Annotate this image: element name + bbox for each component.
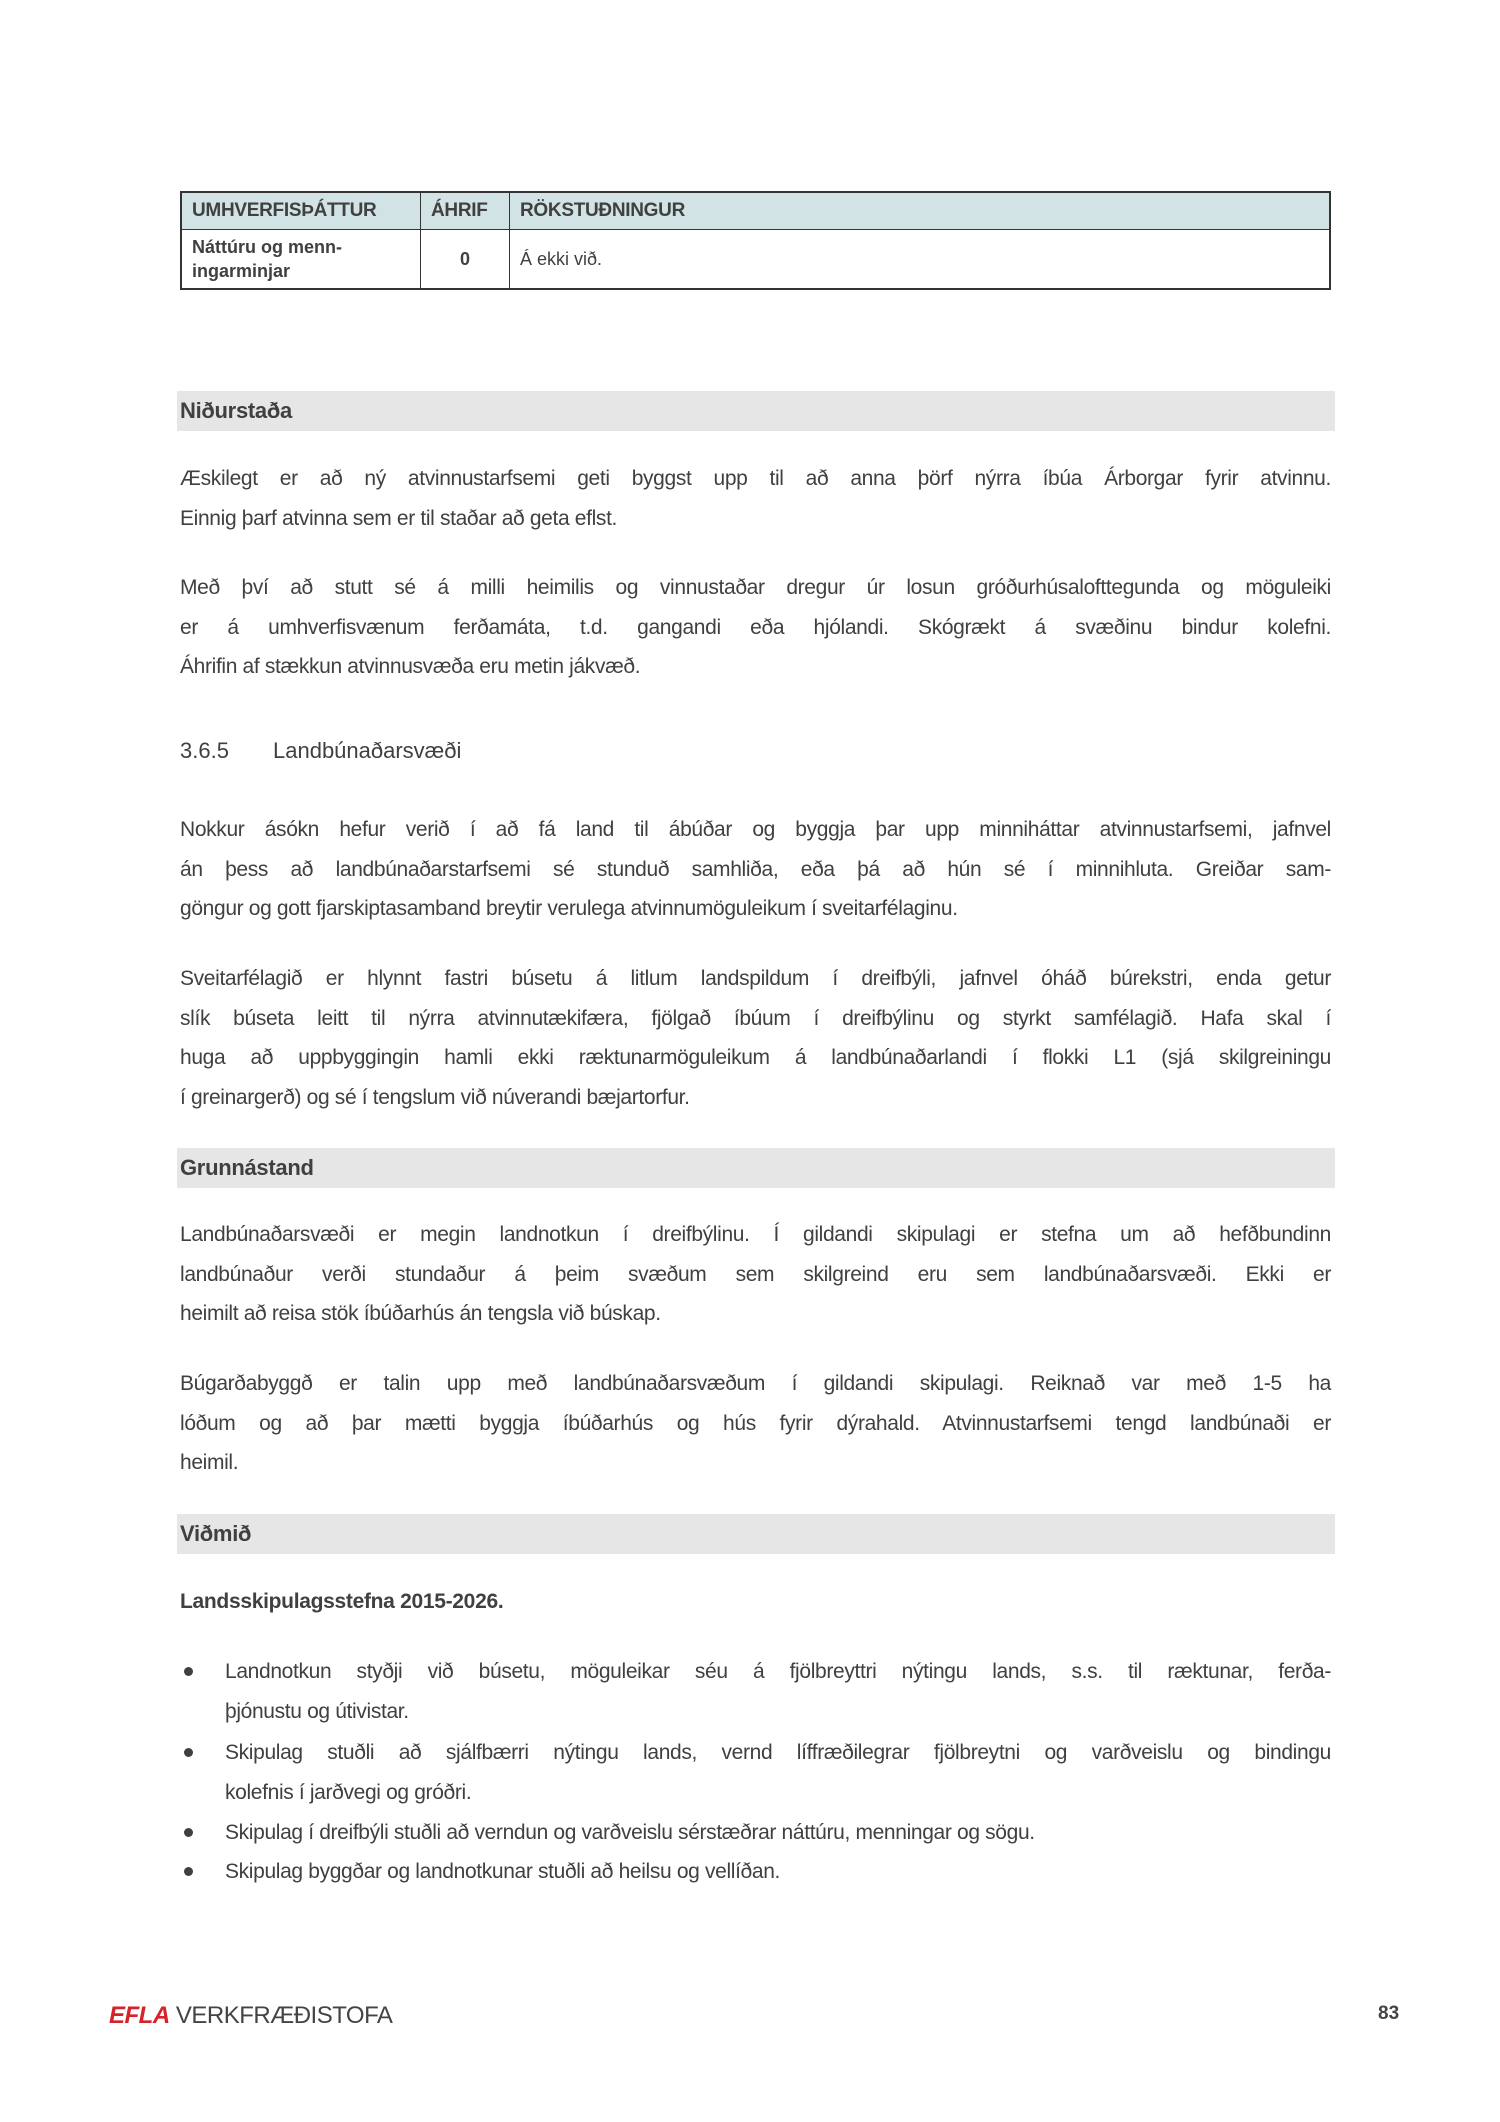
paragraph-line: Æskilegt er að ný atvinnustarfsemi geti byggst upp til að anna þörf nýrra íbúa Árborgar fyrir atvinnu. [180,467,1331,490]
paragraph-line: heimilt að reisa stök íbúðarhús án tengsla við búskap. [180,1302,661,1325]
bullet-icon [184,1867,193,1876]
paragraph-line: göngur og gott fjarskiptasamband breytir verulega atvinnumöguleikum í sveitarfélaginu. [180,897,958,920]
paragraph [180,810,1331,929]
paragraph-line: Landbúnaðarsvæði er megin landnotkun í dreifbýlinu. Í gildandi skipulagi er stefna um að hefðbundinn [180,1223,1331,1246]
bullet-item [180,1652,1331,1731]
factor-line: ingarminjar [192,261,291,281]
paragraph-line: Nokkur ásókn hefur verið í að fá land til ábúðar og byggja þar upp minniháttar atvinnustarfsemi, jafnvel [180,818,1331,841]
subsection-title: Landbúnaðarsvæði [273,738,462,763]
factor-line: Náttúru og menn- [192,237,342,257]
bullet-line: þjónustu og útivistar. [225,1699,409,1723]
section-heading-grunnastand: Grunnástand [177,1148,1335,1188]
bullet-icon [184,1748,193,1757]
paragraph-line: landbúnaður verði stundaður á þeim svæðum sem skilgreind eru sem landbúnaðarsvæði. Ekki er [180,1262,1331,1286]
bullet-line: Skipulag stuðli að sjálfbærri nýtingu lands, vernd líffræðilegrar fjölbreytni og varðveislu og bindingu [225,1741,1331,1764]
bullet-text [225,1813,1331,1853]
section-heading-nidurstada: Niðurstaða [177,391,1335,431]
table-header-row [181,192,1330,230]
bullet-icon [184,1828,193,1837]
reasoning-cell: Á ekki við. [510,230,1331,290]
bullet-text [225,1733,1331,1812]
column-header-factor: UMHVERFISÞÁTTUR [181,192,421,230]
subsection-number: 3.6.5 [180,738,229,763]
bullet-icon [184,1667,193,1676]
bullet-line: Skipulag byggðar og landnotkunar stuðli að heilsu og vellíðan. [225,1860,781,1883]
policy-title: Landsskipulagsstefna 2015-2026. [180,1590,504,1613]
table-row [181,230,1330,290]
paragraph-line: Sveitarfélagið er hlynnt fastri búsetu á litlum landspildum í dreifbýli, jafnvel óháð búrekstri, enda getur [180,967,1331,990]
section-heading-vidmid: Viðmið [177,1514,1335,1554]
page-number: 83 [1378,2003,1400,2024]
paragraph [180,1215,1331,1334]
paragraph-line: er á umhverfisvænum ferðamáta, t.d. gangandi eða hjólandi. Skógrækt á svæðinu bindur kolefni. [180,615,1331,639]
bullet-item [180,1733,1331,1812]
paragraph-line: Áhrifin af stækkun atvinnusvæða eru metin jákvæð. [180,655,641,678]
logo-subtitle: VERKFRÆÐISTOFA [175,2002,393,2029]
impact-cell: 0 [421,230,510,290]
paragraph [180,568,1331,687]
column-header-impact: ÁHRIF [421,192,510,230]
logo-brand: EFLA [109,2002,170,2029]
paragraph-line: án þess að landbúnaðarstarfsemi sé stunduð samhliða, eða þá að hún sé í minnihluta. Greiðar sam- [180,857,1331,881]
bullet-line: Landnotkun styðji við búsetu, möguleikar séu á fjölbreyttri nýtingu lands, s.s. til ræktunar, ferða- [225,1660,1331,1683]
subsection-heading [180,731,461,771]
paragraph [180,459,1331,538]
paragraph-line: Búgarðabyggð er talin upp með landbúnaðarsvæðum í gildandi skipulagi. Reiknað var með 1-5 ha [180,1372,1331,1395]
paragraph-line: slík búseta leitt til nýrra atvinnutækifæra, fjölgað íbúum í dreifbýlinu og styrkt samfélagið. Hafa skal í [180,1006,1331,1030]
paragraph-line: lóðum og að þar mætti byggja íbúðarhús og hús fyrir dýrahald. Atvinnustarfsemi tengd landbúnaði er [180,1411,1331,1435]
bullet-item [180,1852,1331,1892]
factor-cell [181,230,421,290]
paragraph [180,1364,1331,1483]
bullet-line: Skipulag í dreifbýli stuðli að verndun og varðveislu sérstæðrar náttúru, menningar og sögu. [225,1821,1035,1844]
paragraph-line: Með því að stutt sé á milli heimilis og vinnustaðar dregur úr losun gróðurhúsalofttegunda og möguleiki [180,576,1331,599]
paragraph-line: heimil. [180,1451,239,1474]
paragraph-line: huga að uppbyggingin hamli ekki ræktunarmöguleikum á landbúnaðarlandi í flokki L1 (sjá skilgreiningu [180,1046,1331,1069]
paragraph-line: Einnig þarf atvinna sem er til staðar að geta eflst. [180,506,618,530]
paragraph [180,959,1331,1117]
bullet-text [225,1652,1331,1731]
bullet-line: kolefnis í jarðvegi og gróðri. [225,1780,472,1804]
efla-logo [109,2002,392,2030]
column-header-reasoning: RÖKSTUÐNINGUR [510,192,1331,230]
bullet-item [180,1813,1331,1853]
bullet-text [225,1852,1331,1892]
environmental-factors-table [180,191,1331,290]
paragraph-line: í greinargerð) og sé í tengslum við núverandi bæjartorfur. [180,1085,690,1109]
